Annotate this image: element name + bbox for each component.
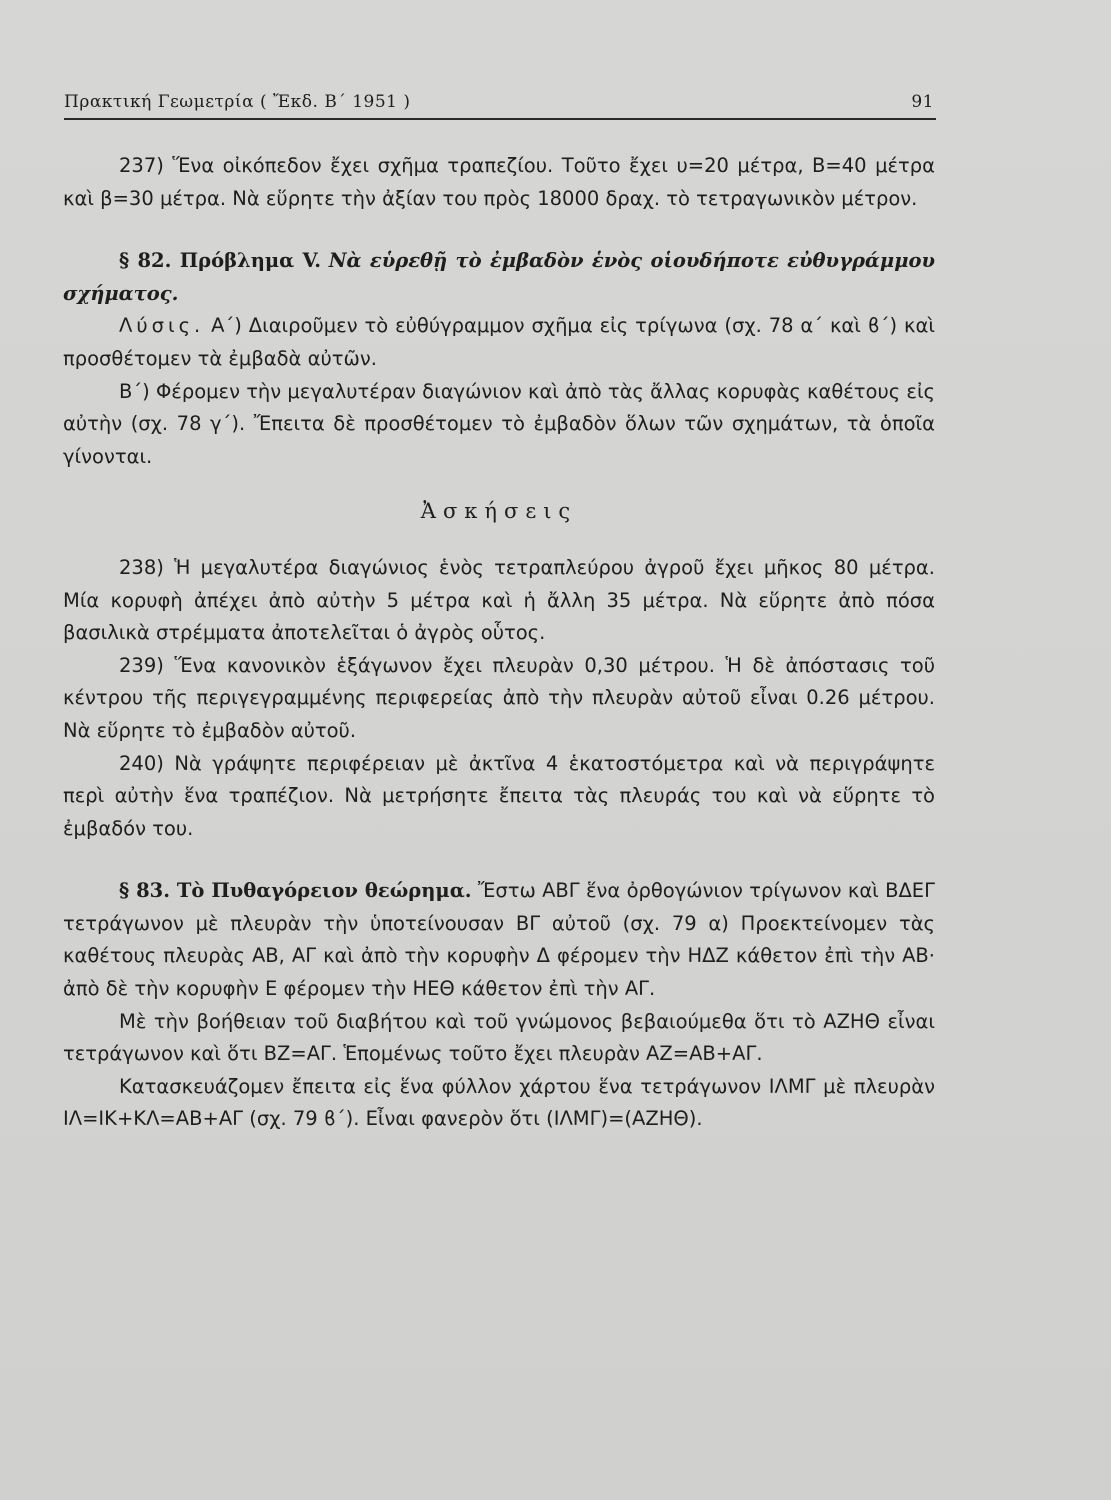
- section-82-heading: [63, 245, 935, 310]
- section-82-label: § 82. Πρόβλημα V.: [119, 249, 321, 273]
- solution-a-text: Α΄) Διαιροῦμεν τὸ εὐθύγραμμον σχῆμα εἰς τρίγωνα (σχ. 78 α΄ καὶ ϐ΄) καὶ προσθέτομεν τὰ ἐμβαδὰ αὐτῶν.: [63, 314, 935, 370]
- section-83-intro: [63, 875, 935, 1005]
- page-number: 91: [911, 92, 934, 112]
- section-83-text-1: Ἔστω ΑΒΓ ἕνα ὀρθογώνιον τρίγωνον καὶ ΒΔΕΓ τετράγωνον μὲ πλευρὰν τὴν ὑποτείνουσαν ΒΓ αὐτοῦ (σχ. 79 α) Προεκτείνομεν τὰς καθέτους πλευρὰς ΑΒ, ΑΓ καὶ ἀπὸ τὴν κορυφὴν Δ φέρομεν τὴν ΗΔΖ κάθετον ἐπὶ τὴν ΑΒ· ἀπὸ δὲ τὴν κορυφὴν Ε φέρομεν τὴν ΗΕΘ κάθετον ἐπὶ τὴν ΑΓ.: [63, 879, 935, 1001]
- exercise-240: 240) Νὰ γράψητε περιφέρειαν μὲ ἀκτῖνα 4 ἑκατοστόμετρα καὶ νὰ περιγράψητε περὶ αὐτὴν ἕνα τραπέζιον. Νὰ μετρήσητε ἔπειτα τὰς πλευράς του καὶ νὰ εὕρητε τὸ ἐμβαδόν του.: [63, 751, 935, 840]
- body-text: [63, 150, 935, 1136]
- exercise-237: 237) Ἕνα οἰκόπεδον ἔχει σχῆμα τραπεζίου. Τοῦτο ἔχει υ=20 μέτρα, Β=40 μέτρα καὶ β=30 μέτρα. Νὰ εὕρητε τὴν ἀξίαν του πρὸς 18000 δραχ. τὸ τετραγωνικὸν μέτρον.: [63, 154, 935, 210]
- running-header: [64, 88, 936, 120]
- section-83-paragraph-3: Κατασκευάζομεν ἔπειτα εἰς ἕνα φύλλον χάρτου ἕνα τετράγωνον ΙΛΜΓ μὲ πλευρὰν ΙΛ=ΙΚ+ΚΛ=ΑΒ+ΑΓ (σχ. 79 ϐ΄). Εἶναι φανερὸν ὅτι (ΙΛΜΓ)=(ΑΖΗΘ).: [63, 1074, 935, 1131]
- section-83-label: § 83. Τὸ Πυθαγόρειον θεώρημα.: [119, 879, 472, 903]
- section-82-title: Νὰ εὑρεθῇ τὸ ἐμβαδὸν ἑνὸς οἱουδήποτε εὐθυγράμμου σχήματος.: [63, 249, 936, 305]
- solution-label: Λύσις.: [119, 314, 205, 338]
- section-82-solution-a: [63, 310, 935, 375]
- section-83-paragraph-2: Μὲ τὴν βοήθειαν τοῦ διαβήτου καὶ τοῦ γνώμονος βεβαιούμεθα ὅτι τὸ ΑΖΗΘ εἶναι τετράγωνον καὶ ὅτι ΒΖ=ΑΓ. Ἑπομένως τοῦτο ἔχει πλευρὰν ΑΖ=ΑΒ+ΑΓ.: [63, 1009, 935, 1066]
- section-82-solution-b: Β΄) Φέρομεν τὴν μεγαλυτέραν διαγώνιον καὶ ἀπὸ τὰς ἄλλας κορυφὰς καθέτους εἰς αὐτὴν (σχ. 78 γ΄). Ἔπειτα δὲ προσθέτομεν τὸ ἐμβαδὸν ὅλων τῶν σχημάτων, τὰ ὁποῖα γίνονται.: [63, 379, 935, 468]
- exercise-239: 239) Ἕνα κανονικὸν ἑξάγωνον ἔχει πλευρὰν 0,30 μέτρου. Ἡ δὲ ἀπόστασις τοῦ κέντρου τῆς περιγεγραμμένης περιφερείας ἀπὸ τὴν πλευρὰν αὐτοῦ εἶναι 0.26 μέτρου. Νὰ εὕρητε τὸ ἐμβαδὸν αὐτοῦ.: [63, 653, 935, 742]
- exercises-heading: Ἀσκήσεις: [420, 499, 578, 524]
- book-title: Πρακτική Γεωμετρία ( Ἔκδ. Β΄ 1951 ): [64, 92, 411, 112]
- exercise-238: 238) Ἡ μεγαλυτέρα διαγώνιος ἑνὸς τετραπλεύρου ἀγροῦ ἔχει μῆκος 80 μέτρα. Μία κορυφὴ ἀπέχει ἀπὸ αὐτὴν 5 μέτρα καὶ ἡ ἄλλη 35 μέτρα. Νὰ εὕρητε ἀπὸ πόσα βασιλικὰ στρέμματα ἀποτελεῖται ὁ ἀγρὸς οὗτος.: [63, 555, 935, 645]
